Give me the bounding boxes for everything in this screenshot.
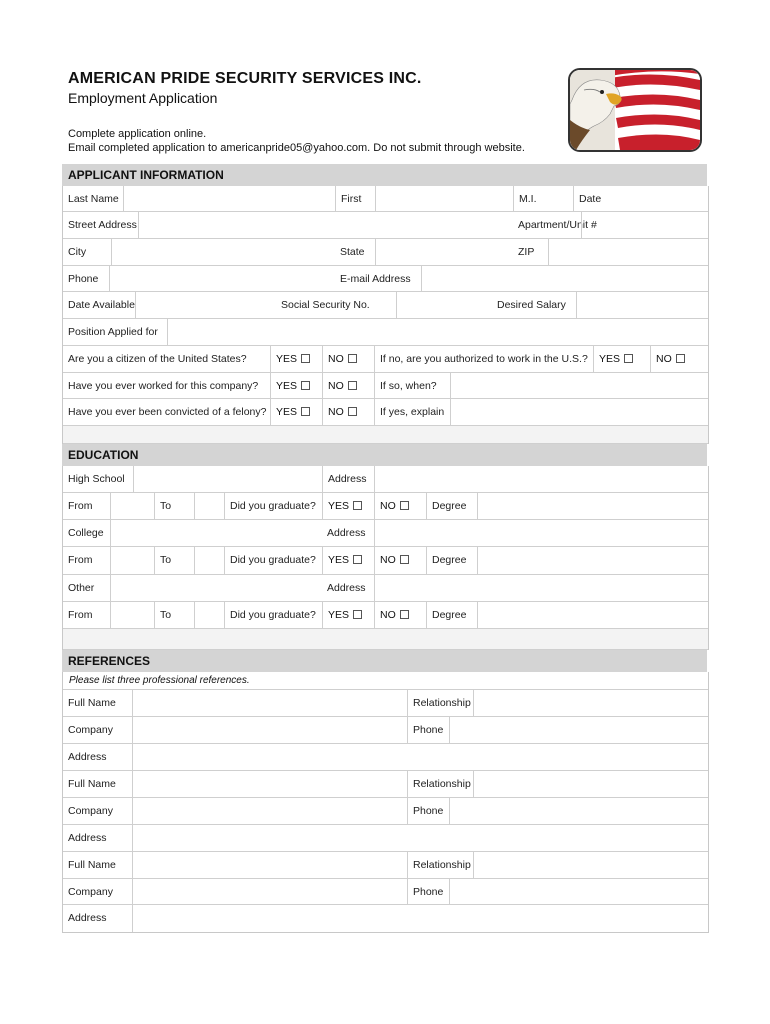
address-field[interactable] [132,744,708,770]
high-school-label: High School [68,473,125,485]
checkbox-icon[interactable] [301,407,310,416]
ssn-label: Social Security No. [281,299,370,311]
other-school-label: Other [68,582,95,594]
education-section [62,466,709,650]
full-name-field[interactable] [132,852,407,878]
authorized-question: If no, are you authorized to work in the U.S.? [374,346,593,372]
checkbox-icon[interactable] [348,354,357,363]
address-label: Address [68,751,107,763]
row-high-school [63,466,708,493]
full-name-label: Full Name [68,778,116,790]
mi-label: M.I. [513,186,573,211]
date-available-field[interactable] [135,292,276,318]
worked-yes-option[interactable] [270,373,322,398]
city-label: City [68,246,87,258]
company-field[interactable] [132,879,407,904]
from-label: From [68,554,93,566]
graduate-yes-option[interactable] [322,547,374,574]
degree-label: Degree [426,602,477,628]
yes-label: YES [599,353,621,365]
graduate-yes-option[interactable] [322,602,374,628]
desired-salary-field[interactable] [576,292,708,318]
apartment-label: Apartment/Unit # [518,219,597,231]
row-worked-before [63,373,708,399]
apartment-field[interactable] [581,212,708,238]
ref3-address-row [63,905,708,932]
phone-label: Phone [407,879,449,904]
ref1-company-row [63,717,708,744]
row-street [63,212,708,239]
checkbox-icon[interactable] [400,555,409,564]
company-field[interactable] [132,798,407,824]
full-name-label: Full Name [68,697,116,709]
row-citizen [63,346,708,373]
other-address-field[interactable] [374,575,708,601]
checkbox-icon[interactable] [353,555,362,564]
felony-no-option[interactable] [322,399,374,425]
to-field[interactable] [194,547,224,574]
no-label: NO [380,500,396,512]
no-label: NO [328,406,344,418]
row-phone [63,266,708,292]
degree-field[interactable] [477,602,708,628]
authorized-no-option[interactable] [650,346,708,372]
other-address-label: Address [327,582,366,594]
row-position [63,319,708,346]
instruction-line-2: Email completed application to americanpride05@yahoo.com. Do not submit through website. [68,142,525,154]
row-felony [63,399,708,426]
checkbox-icon[interactable] [400,501,409,510]
relationship-label: Relationship [407,690,473,716]
company-name: AMERICAN PRIDE SECURITY SERVICES INC. [68,70,422,87]
row-other-dates [63,602,708,629]
felony-yes-option[interactable] [270,399,322,425]
degree-label: Degree [426,493,477,519]
first-name-label: First [335,186,375,211]
relationship-label: Relationship [407,771,473,797]
to-label: To [154,493,194,519]
yes-label: YES [328,554,350,566]
address-label: Address [68,832,107,844]
logo-graphic [570,70,700,150]
company-label: Company [68,886,113,898]
checkbox-icon[interactable] [301,381,310,390]
section-header-education: EDUCATION [62,444,707,466]
ref2-address-row [63,825,708,852]
to-field[interactable] [194,493,224,519]
graduate-no-option[interactable] [374,493,426,519]
spacer-row [63,629,708,650]
position-label: Position Applied for [68,326,158,338]
zip-field[interactable] [548,239,708,265]
no-label: NO [656,353,672,365]
high-school-address-field[interactable] [374,466,708,492]
checkbox-icon[interactable] [353,610,362,619]
position-field[interactable] [167,319,708,345]
full-name-field[interactable] [132,771,407,797]
to-field[interactable] [194,602,224,628]
phone-field[interactable] [449,717,708,743]
section-header-applicant: APPLICANT INFORMATION [62,164,707,186]
checkbox-icon[interactable] [676,354,685,363]
desired-salary-label: Desired Salary [497,299,566,311]
references-section [62,672,709,933]
section-header-references: REFERENCES [62,650,707,672]
checkbox-icon[interactable] [348,407,357,416]
street-address-label: Street Address [68,219,137,231]
checkbox-icon[interactable] [353,501,362,510]
references-note: Please list three professional references. [69,675,250,686]
eagle-flag-logo [568,68,702,152]
when-field[interactable] [450,373,708,398]
explain-label: If yes, explain [374,399,450,425]
other-school-field[interactable] [110,575,322,601]
no-label: NO [380,554,396,566]
from-field[interactable] [110,547,154,574]
relationship-field[interactable] [473,690,708,716]
from-field[interactable] [110,493,154,519]
spacer-row [63,426,708,444]
last-name-label: Last Name [68,193,119,205]
checkbox-icon[interactable] [400,610,409,619]
explain-field[interactable] [450,399,708,425]
instruction-line-1: Complete application online. [68,128,207,140]
college-address-field[interactable] [374,520,708,546]
zip-label: ZIP [518,246,535,258]
ssn-field[interactable] [396,292,492,318]
ref2-name-row [63,771,708,798]
citizen-no-option[interactable] [322,346,374,372]
form-subtitle: Employment Application [68,90,218,106]
graduate-no-option[interactable] [374,547,426,574]
row-high-school-dates [63,493,708,520]
ref3-name-row [63,852,708,879]
when-label: If so, when? [374,373,450,398]
college-label: College [68,527,104,539]
phone-field[interactable] [109,266,335,291]
address-label: Address [68,912,107,924]
company-field[interactable] [132,717,407,743]
ref1-name-row [63,690,708,717]
graduate-question: Did you graduate? [224,547,322,574]
last-name-field[interactable] [123,186,335,211]
graduate-yes-option[interactable] [322,493,374,519]
degree-field[interactable] [477,493,708,519]
yes-label: YES [328,609,350,621]
row-availability [63,292,708,319]
graduate-no-option[interactable] [374,602,426,628]
high-school-field[interactable] [133,466,322,492]
city-field[interactable] [111,239,335,265]
no-label: NO [328,380,344,392]
checkbox-icon[interactable] [301,354,310,363]
row-college-dates [63,547,708,575]
worked-no-option[interactable] [322,373,374,398]
yes-label: YES [276,406,298,418]
graduate-question: Did you graduate? [224,602,322,628]
relationship-field[interactable] [473,852,708,878]
row-name [63,186,708,212]
ref2-company-row [63,798,708,825]
state-field[interactable] [375,239,513,265]
street-address-field[interactable] [138,212,513,238]
phone-label: Phone [407,717,449,743]
address-field[interactable] [132,825,708,851]
full-name-label: Full Name [68,859,116,871]
worked-question: Have you ever worked for this company? [68,380,259,392]
degree-label: Degree [426,547,477,574]
row-city [63,239,708,266]
first-name-field[interactable] [375,186,513,211]
yes-label: YES [276,353,298,365]
email-label: E-mail Address [340,273,411,285]
from-field[interactable] [110,602,154,628]
checkbox-icon[interactable] [348,381,357,390]
no-label: NO [380,609,396,621]
references-note-row [63,672,708,690]
ref3-company-row [63,879,708,905]
citizen-yes-option[interactable] [270,346,322,372]
degree-field[interactable] [477,547,708,574]
address-field[interactable] [132,905,708,932]
phone-label: Phone [407,798,449,824]
checkbox-icon[interactable] [624,354,633,363]
felony-question: Have you ever been convicted of a felony? [68,406,267,418]
college-field[interactable] [110,520,322,546]
relationship-label: Relationship [407,852,473,878]
from-label: From [68,609,93,621]
ref1-address-row [63,744,708,771]
email-field[interactable] [421,266,708,291]
date-label[interactable]: Date [573,186,708,211]
no-label: NO [328,353,344,365]
company-label: Company [68,724,113,736]
from-label: From [68,500,93,512]
college-address-label: Address [327,527,366,539]
yes-label: YES [328,500,350,512]
applicant-section [62,186,709,444]
phone-label: Phone [68,273,99,285]
relationship-field[interactable] [473,771,708,797]
to-label: To [154,602,194,628]
yes-label: YES [276,380,298,392]
high-school-address-label: Address [322,466,374,492]
row-other [63,575,708,602]
to-label: To [154,547,194,574]
date-available-label: Date Available [68,299,135,311]
state-label: State [340,246,365,258]
authorized-yes-option[interactable] [593,346,650,372]
graduate-question: Did you graduate? [224,493,322,519]
citizen-question: Are you a citizen of the United States? [68,353,247,365]
row-college [63,520,708,547]
company-label: Company [68,805,113,817]
full-name-field[interactable] [132,690,407,716]
phone-field[interactable] [449,798,708,824]
phone-field[interactable] [449,879,708,904]
